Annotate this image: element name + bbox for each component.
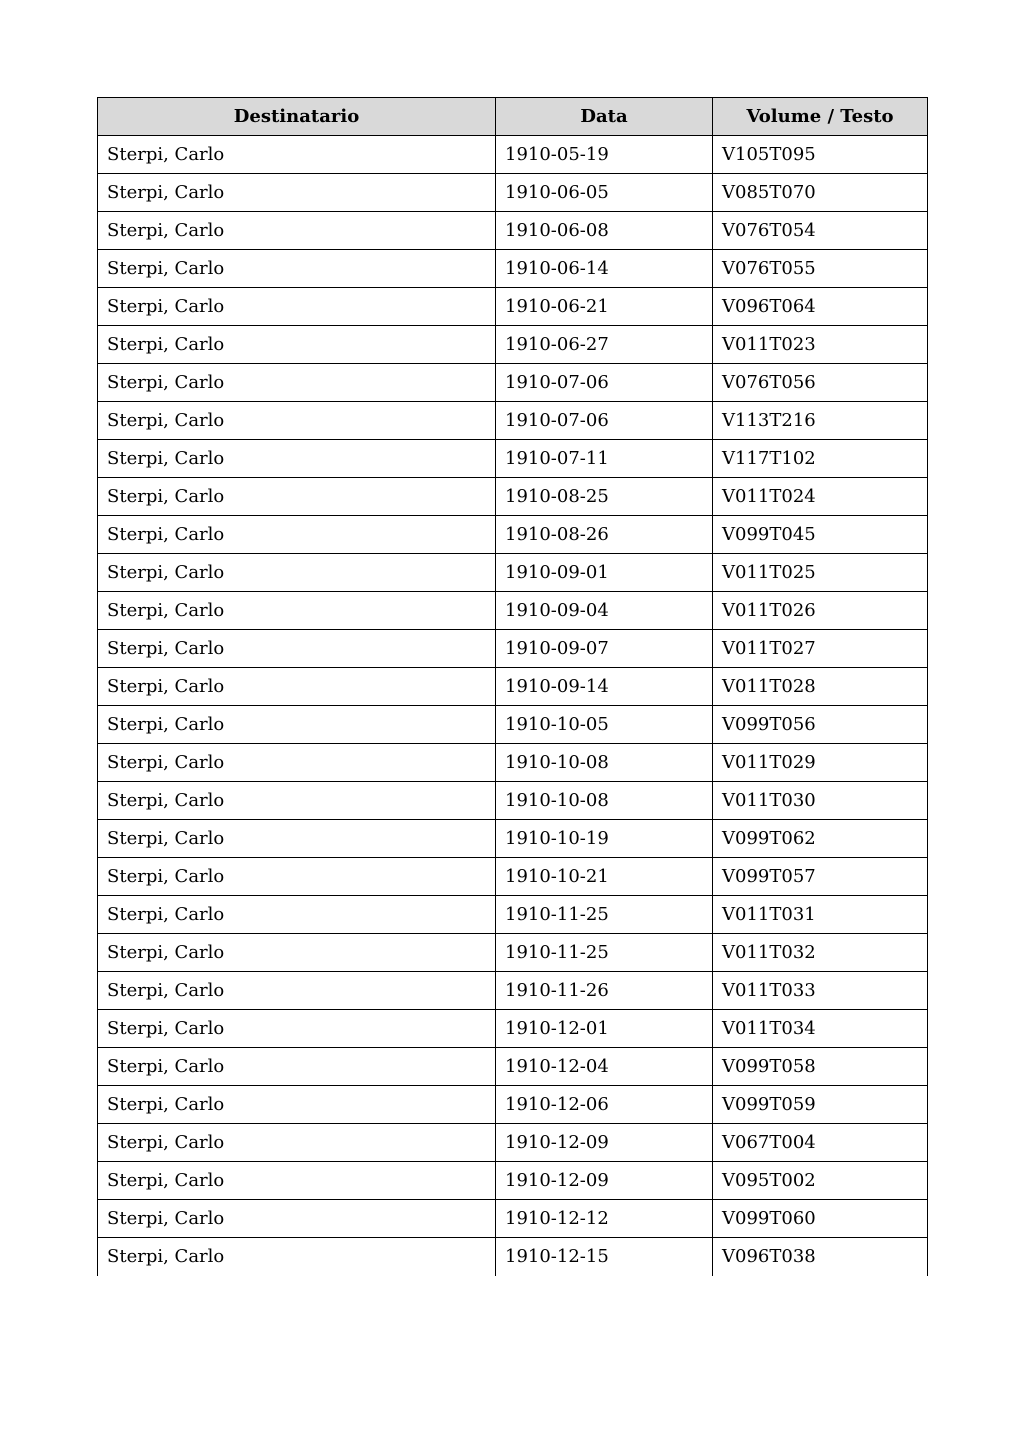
cell-volume-testo: V011T029 [713,744,928,782]
table-row [98,858,928,896]
cell-data: 1910-08-26 [496,516,713,554]
cell-data: 1910-10-21 [496,858,713,896]
header-volume-testo: Volume / Testo [713,98,928,136]
cell-data: 1910-11-26 [496,972,713,1010]
cell-destinatario: Sterpi, Carlo [98,440,496,478]
cell-data: 1910-06-08 [496,212,713,250]
cell-volume-testo: V011T025 [713,554,928,592]
table-row [98,212,928,250]
cell-destinatario: Sterpi, Carlo [98,212,496,250]
cell-volume-testo: V099T060 [713,1200,928,1238]
table-row [98,136,928,174]
cell-data: 1910-06-05 [496,174,713,212]
cell-data: 1910-08-25 [496,478,713,516]
cell-destinatario: Sterpi, Carlo [98,1048,496,1086]
cell-data: 1910-12-09 [496,1162,713,1200]
cell-volume-testo: V099T058 [713,1048,928,1086]
cell-data: 1910-09-14 [496,668,713,706]
cell-volume-testo: V085T070 [713,174,928,212]
cell-destinatario: Sterpi, Carlo [98,554,496,592]
cell-data: 1910-10-08 [496,782,713,820]
cell-destinatario: Sterpi, Carlo [98,972,496,1010]
cell-destinatario: Sterpi, Carlo [98,858,496,896]
cell-volume-testo: V011T031 [713,896,928,934]
cell-volume-testo: V096T038 [713,1238,928,1276]
table-row [98,1086,928,1124]
cell-data: 1910-07-06 [496,364,713,402]
cell-destinatario: Sterpi, Carlo [98,782,496,820]
table-row [98,934,928,972]
cell-data: 1910-09-01 [496,554,713,592]
table-row [98,972,928,1010]
table-row [98,1010,928,1048]
table-row [98,250,928,288]
cell-volume-testo: V113T216 [713,402,928,440]
cell-data: 1910-06-27 [496,326,713,364]
cell-data: 1910-12-04 [496,1048,713,1086]
cell-volume-testo: V076T055 [713,250,928,288]
cell-destinatario: Sterpi, Carlo [98,1086,496,1124]
cell-volume-testo: V011T026 [713,592,928,630]
table-row [98,1048,928,1086]
table-row [98,1238,928,1276]
table-row [98,896,928,934]
table-row [98,1124,928,1162]
table-row [98,1200,928,1238]
cell-volume-testo: V096T064 [713,288,928,326]
cell-destinatario: Sterpi, Carlo [98,934,496,972]
cell-destinatario: Sterpi, Carlo [98,896,496,934]
header-data: Data [496,98,713,136]
cell-destinatario: Sterpi, Carlo [98,326,496,364]
cell-destinatario: Sterpi, Carlo [98,516,496,554]
cell-volume-testo: V011T028 [713,668,928,706]
cell-volume-testo: V011T023 [713,326,928,364]
cell-volume-testo: V095T002 [713,1162,928,1200]
cell-data: 1910-09-04 [496,592,713,630]
cell-destinatario: Sterpi, Carlo [98,288,496,326]
cell-volume-testo: V076T056 [713,364,928,402]
cell-data: 1910-12-15 [496,1238,713,1276]
table-row [98,820,928,858]
cell-data: 1910-11-25 [496,934,713,972]
cell-data: 1910-12-09 [496,1124,713,1162]
cell-data: 1910-12-12 [496,1200,713,1238]
cell-destinatario: Sterpi, Carlo [98,478,496,516]
cell-data: 1910-07-11 [496,440,713,478]
table-row [98,402,928,440]
cell-data: 1910-12-06 [496,1086,713,1124]
cell-data: 1910-05-19 [496,136,713,174]
cell-destinatario: Sterpi, Carlo [98,668,496,706]
table-row [98,630,928,668]
cell-destinatario: Sterpi, Carlo [98,630,496,668]
cell-destinatario: Sterpi, Carlo [98,174,496,212]
cell-destinatario: Sterpi, Carlo [98,1238,496,1276]
cell-destinatario: Sterpi, Carlo [98,364,496,402]
cell-data: 1910-11-25 [496,896,713,934]
cell-volume-testo: V099T045 [713,516,928,554]
table-row [98,288,928,326]
cell-volume-testo: V099T059 [713,1086,928,1124]
cell-destinatario: Sterpi, Carlo [98,1200,496,1238]
cell-destinatario: Sterpi, Carlo [98,250,496,288]
table-row [98,668,928,706]
cell-destinatario: Sterpi, Carlo [98,1162,496,1200]
cell-volume-testo: V099T056 [713,706,928,744]
cell-volume-testo: V099T062 [713,820,928,858]
cell-destinatario: Sterpi, Carlo [98,402,496,440]
cell-volume-testo: V011T032 [713,934,928,972]
cell-volume-testo: V076T054 [713,212,928,250]
cell-destinatario: Sterpi, Carlo [98,592,496,630]
cell-data: 1910-12-01 [496,1010,713,1048]
cell-destinatario: Sterpi, Carlo [98,706,496,744]
letters-table [97,97,928,1276]
table-row [98,364,928,402]
header-destinatario: Destinatario [98,98,496,136]
cell-data: 1910-10-08 [496,744,713,782]
cell-volume-testo: V067T004 [713,1124,928,1162]
cell-volume-testo: V011T024 [713,478,928,516]
table-row [98,326,928,364]
table-row [98,1162,928,1200]
cell-volume-testo: V011T027 [713,630,928,668]
cell-data: 1910-06-21 [496,288,713,326]
table-body [98,136,928,1276]
cell-volume-testo: V011T034 [713,1010,928,1048]
cell-destinatario: Sterpi, Carlo [98,820,496,858]
table-row [98,440,928,478]
cell-volume-testo: V117T102 [713,440,928,478]
table-row [98,592,928,630]
cell-destinatario: Sterpi, Carlo [98,1010,496,1048]
table-row [98,516,928,554]
table-row [98,554,928,592]
table-row [98,782,928,820]
cell-volume-testo: V099T057 [713,858,928,896]
cell-data: 1910-09-07 [496,630,713,668]
table-row [98,744,928,782]
cell-data: 1910-07-06 [496,402,713,440]
cell-data: 1910-06-14 [496,250,713,288]
cell-volume-testo: V011T033 [713,972,928,1010]
cell-destinatario: Sterpi, Carlo [98,1124,496,1162]
cell-data: 1910-10-19 [496,820,713,858]
table-row [98,706,928,744]
table-header-row [98,98,928,136]
cell-destinatario: Sterpi, Carlo [98,136,496,174]
cell-volume-testo: V011T030 [713,782,928,820]
cell-data: 1910-10-05 [496,706,713,744]
cell-volume-testo: V105T095 [713,136,928,174]
cell-destinatario: Sterpi, Carlo [98,744,496,782]
table-row [98,174,928,212]
table-row [98,478,928,516]
